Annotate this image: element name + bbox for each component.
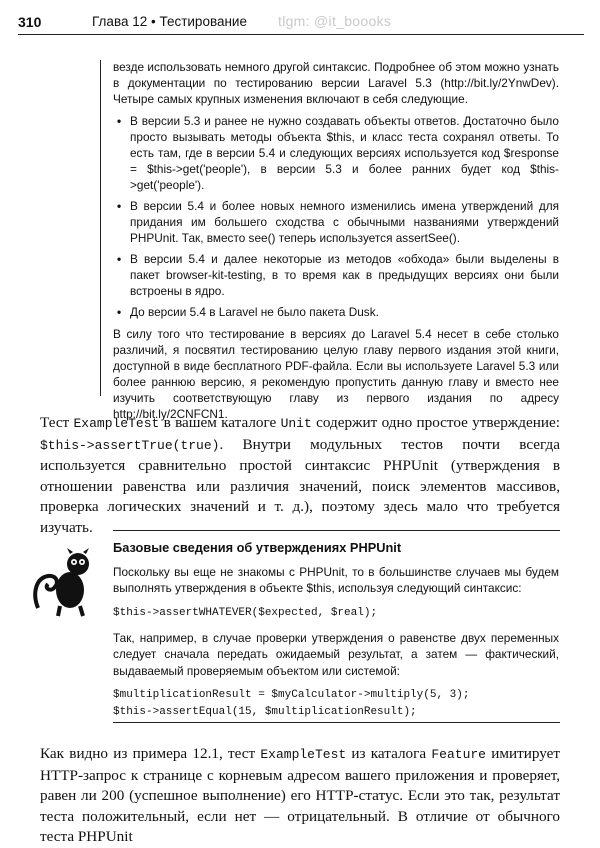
bullet-icon: • [117,114,122,128]
inline-code: $this->assertTrue(true) [40,437,220,453]
note-left-rule [100,60,101,396]
tip-text: Поскольку вы еще не знакомы с PHPUnit, то в большинстве случаев мы будем выполнять утверждения в объекте $this, используя следующий синтаксис: [113,564,559,595]
tip-title: Базовые сведения об утверждениях PHPUnit [113,540,402,555]
version-note [113,59,559,428]
tip-bottom-rule [113,722,560,723]
inline-code: Feature [431,747,486,762]
code-snippet: $this->assertWHATEVER($expected, $real); [113,606,378,619]
bullet-icon: • [117,252,122,266]
list-item: • В версии 5.4 и далее некоторые из методов «обхода» были выделены в пакет browser-kit-testing, в то время как в предыдущих версиях они были встроены в ядро. [117,252,559,298]
code-snippet: $multiplicationResult = $myCalculator->multiply(5, 3); $this->assertEqual(15, $multiplicationResult); [113,689,470,718]
list-item: • До версии 5.4 в Laravel не было пакета Dusk. [117,305,379,319]
list-item: • В версии 5.3 и ранее не нужно создавать объекты ответов. Достаточно было просто вызывать методы объекта $this, и класс теста сохранял ответы. То есть там, где в версии 5.4 и следующих версиях используется код $response = $this->get('people'), в версии 5.3 и более ранних будет код $this->get('people'). [117,114,559,192]
body-paragraph: Тест ExampleTest в вашем каталоге Unit содержит одно простое утверждение: $this->assertTrue(true). Внутри модульных тестов почти всегда используется сравнительно простой синтаксис PHPUnit (утверждения в отношении равенства или различия значений, поиск элементов массивов, проверка логических значений и т. д.), поэтому здесь мало что требуется изучать. [40,414,560,536]
tip-text: Так, например, в случае проверки утверждения о равенстве двух переменных следует сначала передать ожидаемый результат, а затем — фактический, выдаваемый проверяемым объектом или системой: [113,630,559,678]
running-header [18,12,584,35]
list-item: • В версии 5.4 и более новых немного изменились имена утверждений для придания им большего сходства с обычными названиями утверждений PHPUnit. Так, вместо see() теперь используется assertSee(). [117,199,559,245]
note-bullet-list [113,113,559,320]
note-closing: В силу того что тестирование в версиях до Laravel 5.4 несет в себе столько различий, я посвятил тестированию целую главу первого издания этой книги, доступной в виде бесплатного PDF-файла. Если вы используете Laravel 5.3 или более раннюю версию, я рекомендую пропустить данную главу и вместо нее изучить соответствующую главу из первого издания по адресу http://bit.ly/2CNFCN1. [113,327,559,421]
chapter-title: Глава 12 • Тестирование [92,14,247,29]
tip-block [113,540,559,729]
bullet-icon: • [117,199,122,213]
note-intro: везде использовать немного другой синтаксис. Подробнее об этом можно узнать в документации по тестированию версии Laravel 5.3 (http://bit.ly/2YnwDev). Четыре самых крупных изменения включают в себя следующие. [113,60,559,106]
inline-code: ExampleTest [260,747,347,762]
lemur-icon [30,538,100,618]
bullet-icon: • [117,305,122,319]
page-number: 310 [18,14,42,30]
tip-top-rule [113,530,560,531]
watermark: tlgm: @it_boooks [278,13,392,29]
inline-code: Unit [280,416,312,431]
inline-code: ExampleTest [73,416,160,431]
body-paragraph: Как видно из примера 12.1, тест ExampleTest из каталога Feature имитирует HTTP-запрос к странице с корневым адресом вашего приложения и проверяет, равен ли 200 (успешное выполнение) его HTTP-статус. Если это так, результат теста положительный, если нет — отрицательный. В отличие от обычного теста PHPUnit [40,745,560,845]
